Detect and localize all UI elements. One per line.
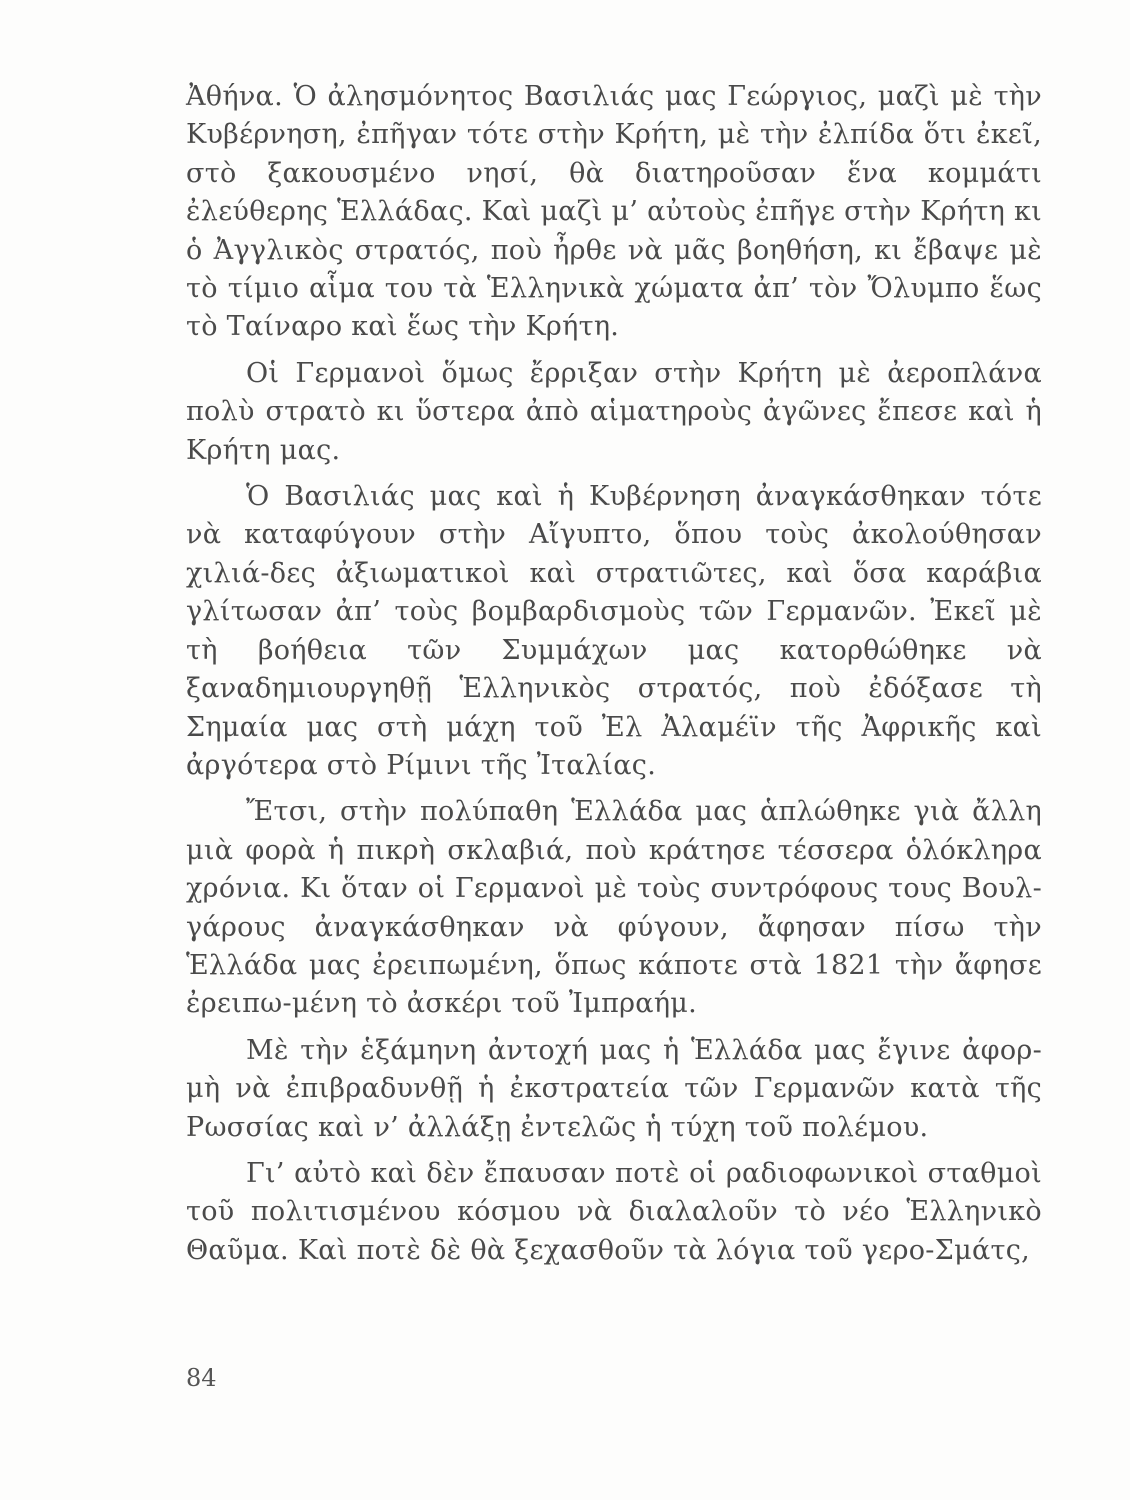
body-text [186,78,1042,1278]
paragraph-1: Ἀθήνα. Ὁ ἀλησμόνητος Βασιλιάς μας Γεώργιος, μαζὶ μὲ τὴν Κυβέρνηση, ἐπῆγαν τότε στὴν Κρήτη, μὲ τὴν ἐλπίδα ὅτι ἐκεῖ, στὸ ξακουσμένο νησί, θὰ διατηροῦσαν ἕνα κομμάτι ἐλεύθερης Ἑλλάδας. Καὶ μαζὶ μ’ αὐτοὺς ἐπῆγε στὴν Κρήτη κι ὁ Ἀγγλικὸς στρατός, ποὺ ἦρθε νὰ μᾶς βοηθήση, κι ἔβαψε μὲ τὸ τίμιο αἷμα του τὰ Ἑλληνικὰ χώματα ἀπ’ τὸν Ὄλυμπο ἕως τὸ Ταίναρο καὶ ἕως τὴν Κρήτη. [186,81,1042,343]
paragraph-6: Γι’ αὐτὸ καὶ δὲν ἔπαυσαν ποτὲ οἱ ραδιοφωνικοὶ σταθμοὶ τοῦ πολιτισμένου κόσμου νὰ διαλαλοῦν τὸ νέο Ἑλληνικὸ Θαῦμα. Καὶ ποτὲ δὲ θὰ ξεχασθοῦν τὰ λόγια τοῦ γερο-Σμάτς, [186,1157,1042,1266]
paragraph-2: Οἱ Γερμανοὶ ὅμως ἔρριξαν στὴν Κρήτη μὲ ἀεροπλάνα πολὺ στρατὸ κι ὕστερα ἀπὸ αἱματηροὺς ἀγῶνες ἔπεσε καὶ ἡ Κρήτη μας. [186,357,1042,466]
paragraph-5: Μὲ τὴν ἑξάμηνη ἀντοχή μας ἡ Ἑλλάδα μας ἔγινε ἀφορ-μὴ νὰ ἐπιβραδυνθῇ ἡ ἐκστρατεία τῶν Γερμανῶν κατὰ τῆς Ρωσσίας καὶ ν’ ἀλλάξῃ ἐντελῶς ἡ τύχη τοῦ πολέμου. [186,1034,1042,1143]
page-number: 84 [186,1364,217,1392]
paragraph-3: Ὁ Βασιλιάς μας καὶ ἡ Κυβέρνηση ἀναγκάσθηκαν τότε νὰ καταφύγουν στὴν Αἴγυπτο, ὅπου τοὺς ἀκολούθησαν χιλιά-δες ἀξιωματικοὶ καὶ στρατιῶτες, καὶ ὅσα καράβια γλίτωσαν ἀπ’ τοὺς βομβαρδισμοὺς τῶν Γερμανῶν. Ἐκεῖ μὲ τὴ βοήθεια τῶν Συμμάχων μας κατορθώθηκε νὰ ξαναδημιουργηθῇ Ἑλληνικὸς στρατός, ποὺ ἐδόξασε τὴ Σημαία μας στὴ μάχη τοῦ Ἐλ Ἀλαμέϊν τῆς Ἀφρικῆς καὶ ἀργότερα στὸ Ρίμινι τῆς Ἰταλίας. [186,481,1042,781]
paragraph-4: Ἔτσι, στὴν πολύπαθη Ἑλλάδα μας ἁπλώθηκε γιὰ ἄλλη μιὰ φορὰ ἡ πικρὴ σκλαβιά, ποὺ κράτησε τέσσερα ὁλόκληρα χρόνια. Κι ὅταν οἱ Γερμανοὶ μὲ τοὺς συντρόφους τους Βουλ-γάρους ἀναγκάσθηκαν νὰ φύγουν, ἄφησαν πίσω τὴν Ἑλλάδα μας ἐρειπωμένη, ὅπως κάποτε στὰ 1821 τὴν ἄφησε ἐρειπω-μένη τὸ ἀσκέρι τοῦ Ἰμπραήμ. [186,796,1042,1020]
